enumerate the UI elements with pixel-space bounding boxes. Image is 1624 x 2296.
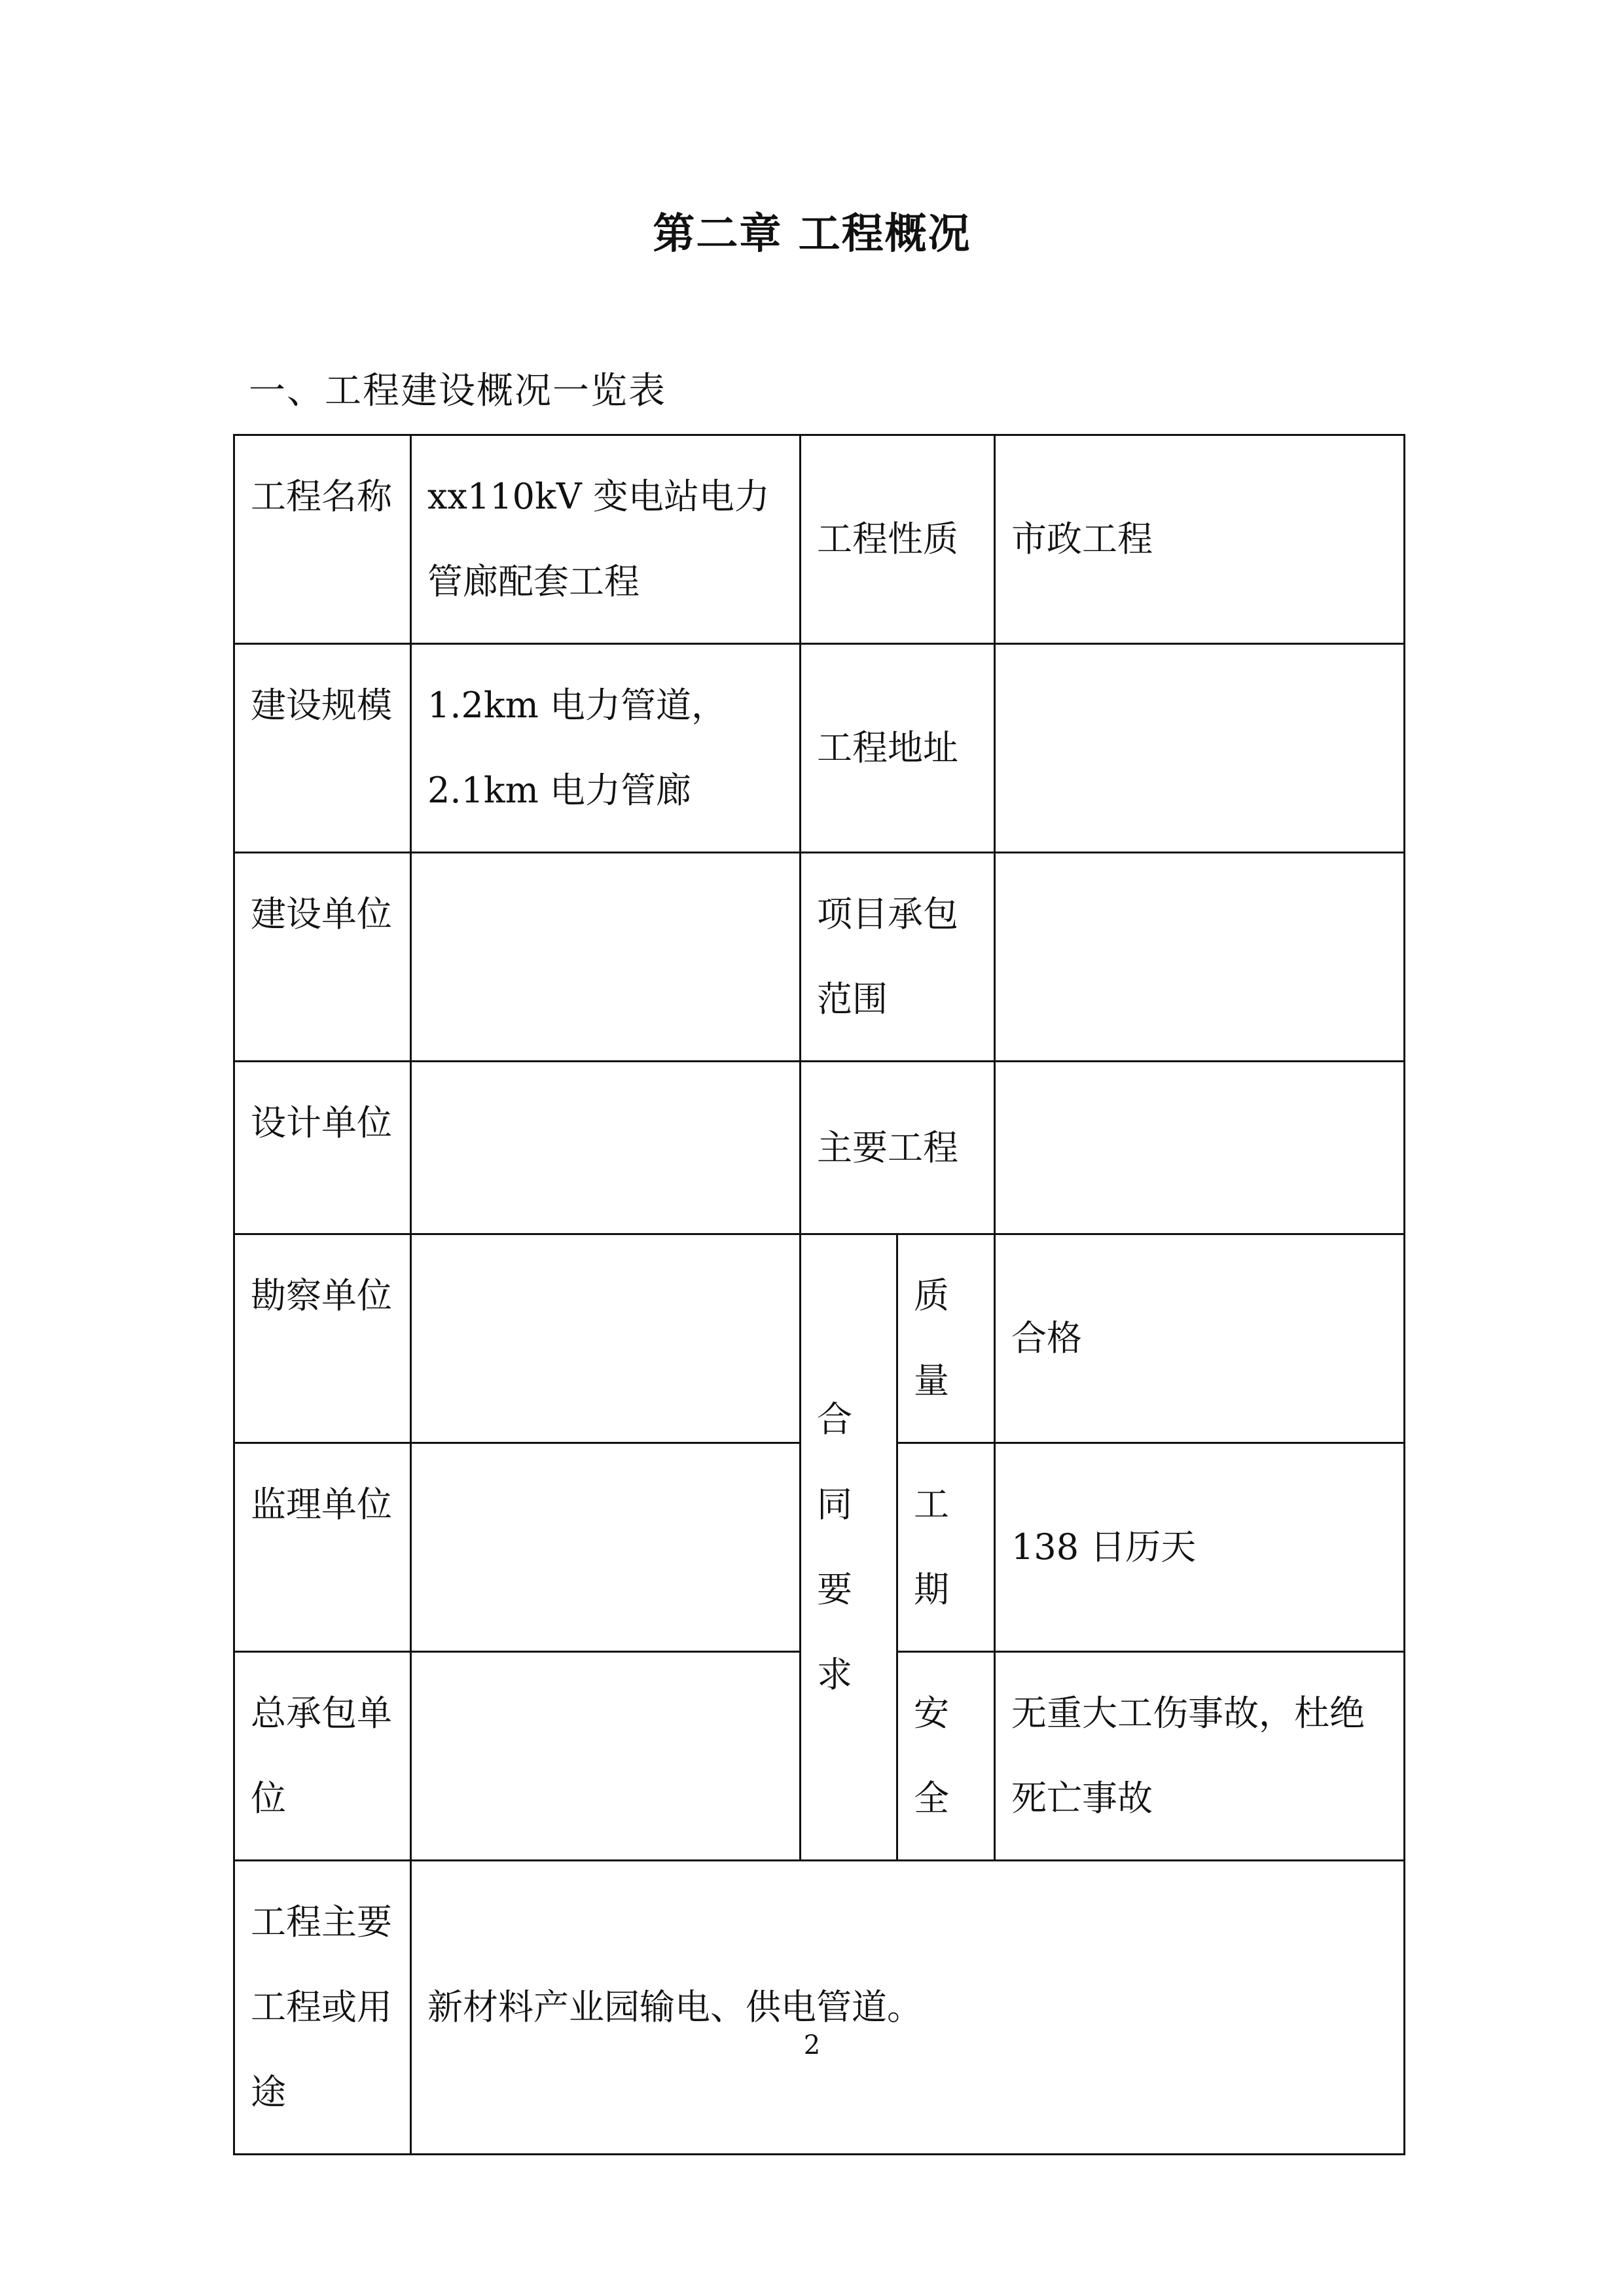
survey-label: 勘察单位 xyxy=(234,1234,411,1443)
safety-label xyxy=(897,1652,995,1861)
owner-label: 建设单位 xyxy=(234,853,411,1062)
table-row-project-name xyxy=(234,435,1405,644)
project-overview-table xyxy=(233,434,1405,2155)
table-row-purpose xyxy=(234,1861,1405,2155)
designer-label: 设计单位 xyxy=(234,1062,411,1234)
contract-requirements-label xyxy=(801,1234,897,1861)
supervisor-value xyxy=(411,1443,801,1652)
project-nature-label: 工程性质 xyxy=(801,435,995,644)
supervisor-label: 监理单位 xyxy=(234,1443,411,1652)
scope-value xyxy=(995,853,1405,1062)
address-label: 工程地址 xyxy=(801,644,995,853)
project-nature-value: 市政工程 xyxy=(995,435,1405,644)
quality-label xyxy=(897,1234,995,1443)
purpose-label: 工程主要工程或用途 xyxy=(234,1861,411,2155)
scope-label: 项目承包范围 xyxy=(801,853,995,1062)
scale-value xyxy=(411,644,801,853)
safety-label-text: 安全 xyxy=(914,1693,949,1819)
duration-label xyxy=(897,1443,995,1652)
main-works-value xyxy=(995,1062,1405,1234)
general-contractor-label: 总承包单位 xyxy=(234,1652,411,1861)
purpose-value: 新材料产业园输电、供电管道。 xyxy=(411,1861,1405,2155)
address-value xyxy=(995,644,1405,853)
general-contractor-value xyxy=(411,1652,801,1861)
safety-value: 无重大工伤事故，杜绝死亡事故 xyxy=(995,1652,1405,1861)
quality-label-text: 质量 xyxy=(914,1275,949,1401)
scale-value-line1: 1.2km 电力管道， xyxy=(427,685,727,726)
project-name-label: 工程名称 xyxy=(234,435,411,644)
survey-value xyxy=(411,1234,801,1443)
project-name-value: xx110kV 变电站电力管廊配套工程 xyxy=(411,435,801,644)
owner-value xyxy=(411,853,801,1062)
scale-label: 建设规模 xyxy=(234,644,411,853)
designer-value xyxy=(411,1062,801,1234)
scale-value-line2: 2.1km 电力管廊 xyxy=(427,770,691,811)
duration-value: 138 日历天 xyxy=(995,1443,1405,1652)
contract-requirements-text: 合同要求 xyxy=(817,1399,852,1695)
section-heading: 一、工程建设概况一览表 xyxy=(249,370,666,412)
table-row-designer xyxy=(234,1062,1405,1234)
table-row-survey xyxy=(234,1234,1405,1443)
main-works-label: 主要工程 xyxy=(801,1062,995,1234)
page-title: 第二章 工程概况 xyxy=(653,210,971,259)
duration-label-text: 工期 xyxy=(914,1484,949,1610)
page-number: 2 xyxy=(803,2030,821,2060)
table-row-owner xyxy=(234,853,1405,1062)
table-row-scale xyxy=(234,644,1405,853)
quality-value: 合格 xyxy=(995,1234,1405,1443)
